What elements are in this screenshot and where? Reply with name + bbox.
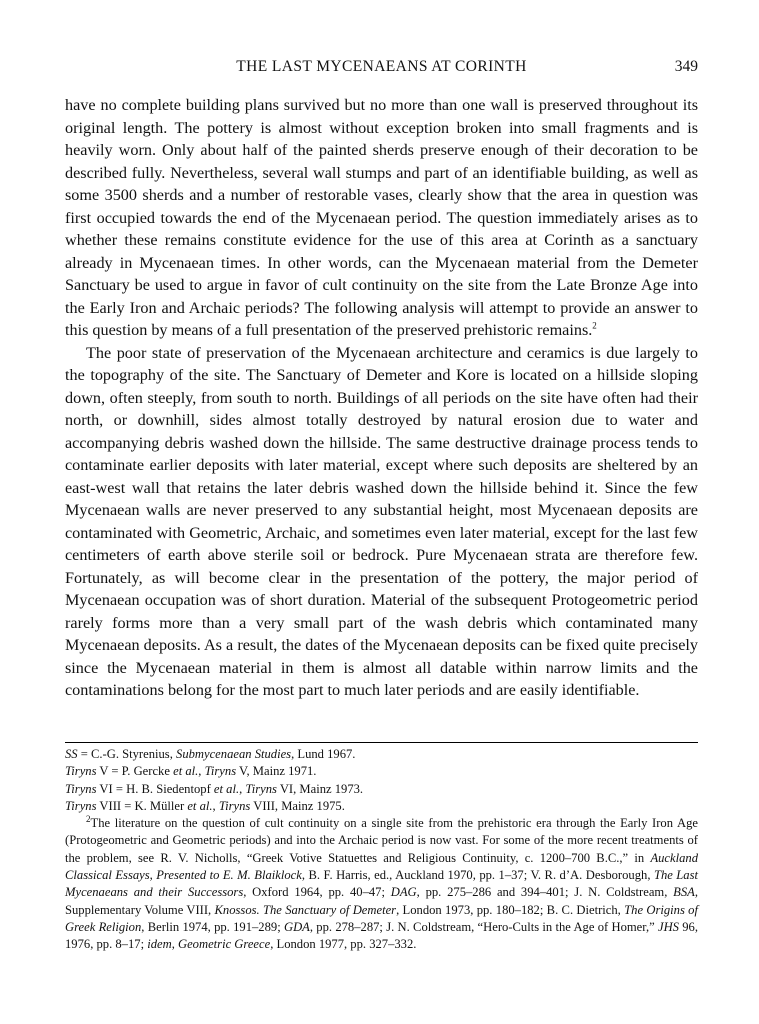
footnote-divider — [65, 742, 698, 743]
fn-text: , — [171, 937, 178, 952]
paragraph-1 — [65, 94, 698, 342]
fn-text: 96, 1976, pp. 8–17; — [65, 919, 698, 952]
footnote-2-number: 2 — [86, 814, 91, 824]
abbr-rest: VIII, Mainz 1975. — [250, 798, 345, 813]
footnotes — [65, 746, 698, 954]
running-head — [65, 58, 698, 80]
fn-italic: Geometric Greece — [178, 937, 271, 952]
abbr-rest: , Lund 1967. — [291, 747, 356, 761]
fn-italic: Knossos. The Sanctuary of Demeter — [214, 902, 397, 917]
fn-italic: BSA — [673, 885, 695, 900]
fn-text: , pp. 278–287; J. N. Coldstream, “Hero-Cults in the Age of Homer,” — [309, 919, 658, 934]
abbreviation-ss — [65, 746, 698, 763]
abbr-work: Tiryns — [245, 781, 277, 796]
abbr-work: Tiryns — [218, 798, 251, 813]
fn-italic: The Last Mycenaeans and their Successors — [65, 868, 698, 900]
abbr-etal: et al. — [173, 764, 199, 779]
fn-text: , London 1977, pp. 327–332. — [270, 937, 417, 952]
abbr-eq: VIII = K. Müller — [96, 798, 188, 813]
abbr-comma: , — [212, 798, 219, 813]
fn-text: , Supplementary Volume VIII, — [65, 885, 698, 917]
running-head-title: THE LAST MYCENAEANS AT CORINTH — [236, 58, 527, 75]
fn-text: , Berlin 1974, pp. 191–289; — [141, 919, 284, 934]
fn-text: , Oxford 1964, pp. 40–47; — [243, 885, 391, 900]
footnote-2 — [65, 815, 698, 953]
fn-text: The literature on the question of cult continuity on a single site from the prehistoric era through the Early Iron Age (Protogeometric and Geometric periods) and into the Archaic period is now vast. For some of the more recent treatments of the problem, see R. V. Nicholls, “Greek Votive Statuettes and Religious Continuity, c. 1200–700 B.C.,” in — [65, 816, 698, 865]
abbr-etal: et al. — [213, 781, 240, 796]
fn-italic: The Origins of Greek Religion — [65, 902, 698, 934]
abbr-rest: VI, Mainz 1973. — [276, 781, 364, 796]
abbr-term: SS — [65, 747, 78, 761]
abbr-eq: = C.-G. Styrenius, — [77, 747, 177, 761]
abbr-term: Tiryns — [65, 798, 97, 813]
abbreviation-tiryns-v — [65, 763, 698, 780]
fn-text: , London 1973, pp. 180–182; B. C. Dietrich, — [396, 902, 625, 917]
fn-italic: GDA — [283, 919, 310, 934]
abbr-etal: et al. — [187, 798, 213, 813]
abbr-work: Submycenaean Studies — [176, 747, 292, 761]
abbreviation-tiryns-viii — [65, 798, 698, 815]
abbr-eq: VI = H. B. Siedentopf — [96, 781, 214, 796]
abbr-term: Tiryns — [65, 781, 97, 796]
abbr-rest: V, Mainz 1971. — [236, 764, 317, 779]
paragraph-2: The poor state of preservation of the Mycenaean architecture and ceramics is due largely to the topography of the site. The Sanctuary of Demeter and Kore is located on a hillside sloping down, often steeply, from south to north. Buildings of all periods on the site have often had their north, or downhill, sides almost totally destroyed by natural erosion due to water and accompanying debris washed down the hillside. The same destructive drainage process tends to contaminate earlier deposits with later material, except where such deposits are sheltered by an east-west wall that retains the later debris washed down the hillside behind it. Since the few Mycenaean walls are never preserved to any substantial height, most Mycenaean deposits are contaminated with Geometric, Archaic, and sometimes even later material, except for the last few centimeters of earth above sterile soil or bedrock. Pure Mycenaean strata are therefore few. Fortunately, as will become clear in the presentation of the pottery, the major period of Mycenaean occupation was of short duration. Material of the subsequent Protogeometric period rarely forms more than a very small part of the wash debris which contaminated many Mycenaean deposits. As a result, the dates of the Mycenaean deposits can be fixed quite precisely since the Mycenaean material in them is almost all datable within narrow limits and the contaminations belong for the most part to much later periods and are easily identifiable. — [65, 343, 698, 699]
paragraph-1-text: have no complete building plans survived but no more than one wall is preserved throughout its original length. The pottery is almost without exception broken into small fragments and is heavily worn. Only about half of the painted sherds preserve enough of their decoration to be described fully. Nevertheless, several wall stumps and part of an identifiable building, as well as some 3500 sherds and a number of restorable vases, clearly show that the area in question was first occupied towards the end of the Mycenaean period. The question immediately arises as to whether these remains constitute evidence for the use of this area at Corinth as a sanctuary already in Mycenaean times. In other words, can the Mycenaean material from the Demeter Sanctuary be used to argue in favor of cult continuity on the site from the Late Bronze Age into the Early Iron and Archaic periods? The following analysis will attempt to provide an answer to this question by means of a full presentation of the preserved prehistoric remains. — [65, 96, 698, 339]
fn-text: , pp. 275–286 and 394–401; J. N. Coldstream, — [416, 885, 674, 900]
fn-italic: idem — [147, 937, 172, 952]
fn-text: , B. F. Harris, ed., Auckland 1970, pp. 1–37; V. R. d’A. Desborough, — [301, 868, 654, 883]
body-text — [65, 94, 698, 702]
abbreviation-tiryns-vi — [65, 781, 698, 798]
page-number: 349 — [674, 58, 698, 75]
abbr-comma: , — [198, 764, 205, 779]
abbr-term: Tiryns — [65, 764, 97, 779]
abbr-comma: , — [239, 781, 246, 796]
footnote-ref-2[interactable]: 2 — [592, 320, 597, 331]
abbr-work: Tiryns — [204, 764, 237, 779]
fn-italic: Auckland Classical Essays, Presented to E. M. Blaiklock — [65, 850, 698, 883]
fn-italic: DAG — [390, 885, 417, 900]
abbr-eq: V = P. Gercke — [96, 764, 174, 779]
fn-italic: JHS — [657, 919, 679, 934]
